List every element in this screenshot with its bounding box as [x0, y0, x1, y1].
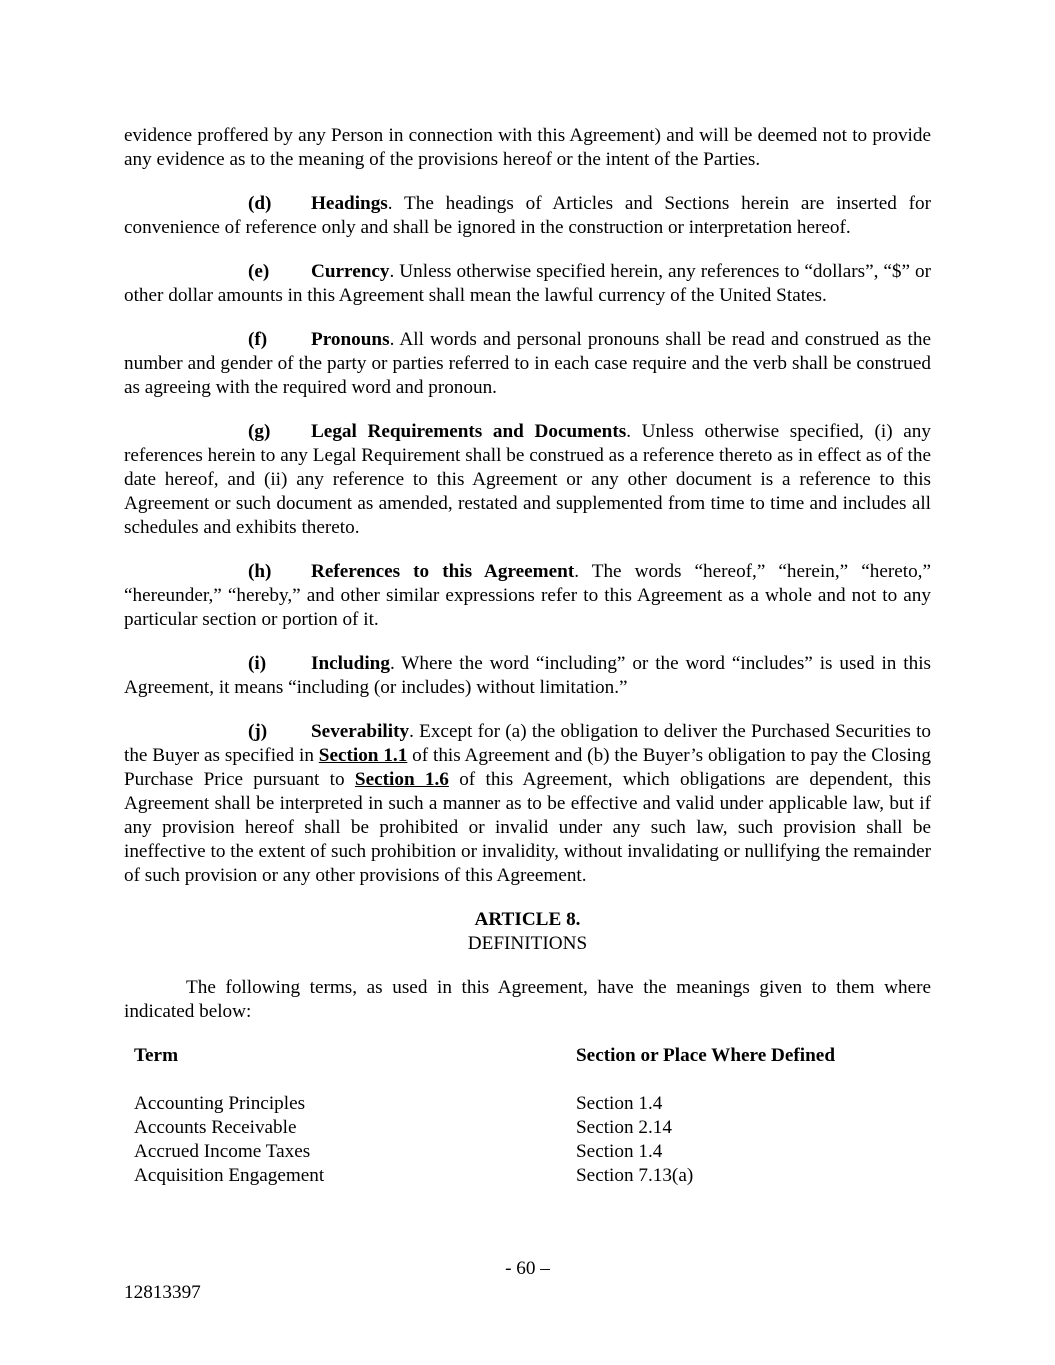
term-cell: Acquisition Engagement	[134, 1165, 325, 1186]
section-label: (j)	[248, 721, 268, 742]
section-label: (g)	[248, 421, 271, 442]
section-heading: Pronouns	[311, 329, 390, 350]
term-cell: Accrued Income Taxes	[134, 1141, 311, 1162]
table-row	[124, 1092, 931, 1116]
section-heading: Severability	[311, 721, 410, 742]
section-text: of this Agreement, which obligations are dependent, this Agreement shall be interpreted in such a manner as to be effective and valid under applicable law, but if any provision hereof shall be prohibited or invalid under any such law, such provision shall be ineffective to the extent of such prohibition or invalidity, without invalidating or nullifying the remainder of such provision or any other provisions of this Agreement.	[124, 769, 931, 886]
definitions-table	[124, 1044, 931, 1188]
document-id: 12813397	[124, 1282, 201, 1303]
table-row	[124, 1140, 931, 1164]
section-heading: Currency	[311, 261, 390, 282]
section-text: . Unless otherwise specified herein, any references to “dollars”, “$” or other dollar amounts in this Agreement shall mean the lawful currency of the United States.	[124, 261, 931, 306]
section-f-paragraph	[124, 328, 931, 400]
section-text: . Where the word “including” or the word “includes” is used in this Agreement, it means “including (or includes) without limitation.”	[124, 653, 931, 698]
section-text: . All words and personal pronouns shall be read and construed as the number and gender of the party or parties referred to in each case require and the verb shall be construed as agreeing with the required word and pronoun.	[124, 329, 931, 398]
section-j-paragraph	[124, 720, 931, 888]
section-text: . The headings of Articles and Sections herein are inserted for convenience of reference only and shall be ignored in the construction or interpretation hereof.	[124, 193, 931, 238]
section-text: . The words “hereof,” “herein,” “hereto,” “hereunder,” “hereby,” and other similar expressions refer to this Agreement as a whole and not to any particular section or portion of it.	[124, 561, 931, 630]
section-column-header: Section or Place Where Defined	[576, 1045, 835, 1066]
page-number: - 60 –	[505, 1258, 550, 1279]
article-subtitle: DEFINITIONS	[467, 933, 588, 954]
section-label: (d)	[248, 193, 272, 214]
section-label: (e)	[248, 261, 270, 282]
section-label: (h)	[248, 561, 272, 582]
section-text: . Unless otherwise specified, (i) any references herein to any Legal Requirement shall be construed as a reference thereto as in effect as of the date hereof, and (ii) any reference to this Agreement or any other document is a reference to this Agreement or such document as amended, restated and supplemented from time to time and includes all schedules and exhibits thereto.	[124, 421, 931, 538]
article-title: ARTICLE 8.	[474, 909, 581, 930]
section-cell: Section 1.4	[576, 1141, 663, 1162]
term-column-header: Term	[134, 1045, 179, 1066]
section-cell: Section 2.14	[576, 1117, 672, 1138]
section-heading: Legal Requirements and Documents	[311, 421, 627, 442]
section-g-paragraph	[124, 420, 931, 540]
section-label: (f)	[248, 329, 268, 350]
section-1-1-reference[interactable]: Section 1.1	[318, 745, 408, 766]
section-1-6-reference[interactable]: Section 1.6	[354, 769, 449, 790]
section-text: . Except for (a) the obligation to deliver the Purchased Securities to the Buyer as specified in	[124, 721, 931, 766]
section-h-paragraph	[124, 560, 931, 632]
table-row	[124, 1164, 931, 1188]
table-row	[124, 1116, 931, 1140]
section-i-paragraph	[124, 652, 931, 700]
section-e-paragraph	[124, 260, 931, 308]
term-cell: Accounting Principles	[134, 1093, 306, 1114]
section-cell: Section 7.13(a)	[576, 1165, 694, 1186]
section-d-paragraph	[124, 192, 931, 240]
section-heading: References to this Agreement	[311, 561, 575, 582]
section-heading: Headings	[311, 193, 388, 214]
section-label: (i)	[248, 653, 267, 674]
table-header-row	[124, 1044, 931, 1092]
document-page	[124, 124, 931, 1188]
section-heading: Including	[311, 653, 390, 674]
term-cell: Accounts Receivable	[134, 1117, 297, 1138]
section-text: of this Agreement and (b) the Buyer’s obligation to pay the Closing Purchase Price pursuant to	[124, 745, 931, 790]
section-cell: Section 1.4	[576, 1093, 663, 1114]
continuation-paragraph: evidence proffered by any Person in connection with this Agreement) and will be deemed not to provide any evidence as to the meaning of the provisions hereof or the intent of the Parties.	[124, 125, 931, 170]
definitions-intro: The following terms, as used in this Agreement, have the meanings given to them where indicated below:	[124, 977, 931, 1022]
